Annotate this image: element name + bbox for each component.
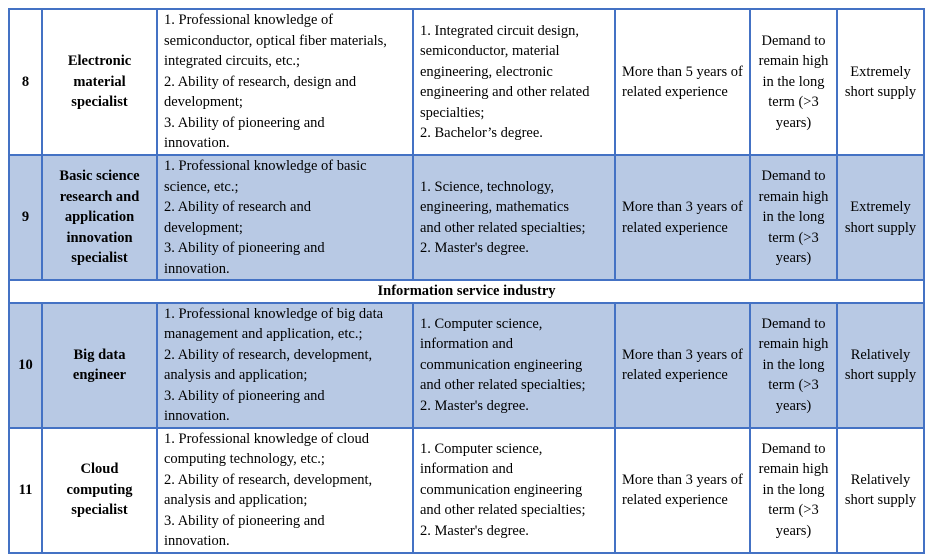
demand-outlook	[750, 9, 837, 155]
experience-requirement	[615, 9, 750, 155]
demand-outlook	[750, 303, 837, 428]
row-number	[9, 9, 42, 155]
table-row	[9, 428, 924, 553]
knowledge-requirements-line: innovation.	[164, 260, 230, 277]
experience-requirement-text: More than 5 years of related experience	[622, 63, 743, 100]
knowledge-requirements-line: innovation.	[164, 135, 230, 152]
position-name	[42, 303, 157, 428]
education-requirements-line: 1. Computer science,	[420, 440, 543, 457]
knowledge-requirements-line: 1. Professional knowledge of basic	[164, 158, 367, 174]
talent-demand-table	[8, 8, 925, 554]
experience-requirement-text: More than 3 years of related experience	[622, 199, 743, 236]
position-name	[42, 9, 157, 155]
table-row	[9, 9, 924, 155]
position-name	[42, 428, 157, 553]
section-header-row	[9, 280, 924, 303]
row-number-text: 10	[18, 356, 33, 373]
education-requirements-line: 2. Bachelor’s degree.	[420, 125, 543, 141]
demand-outlook-text: Demand to remain high in the long term (>3 years)	[758, 32, 829, 131]
position-name-text: Cloud computing specialist	[66, 461, 133, 519]
knowledge-requirements-line: 3. Ability of pioneering and	[164, 512, 325, 529]
knowledge-requirements-line: 1. Professional knowledge of big data	[164, 305, 384, 322]
knowledge-requirements-line: management and application, etc.;	[164, 326, 363, 342]
supply-status-text: Relatively short supply	[844, 346, 917, 383]
supply-status-text: Extremely short supply	[844, 199, 917, 236]
supply-status-text: Extremely short supply	[844, 63, 917, 100]
education-requirements-line: communication engineering	[420, 481, 583, 498]
education-requirements-line: engineering, mathematics	[420, 199, 569, 215]
knowledge-requirements-line: 2. Ability of research and	[164, 199, 311, 215]
knowledge-requirements-line: analysis and application;	[164, 492, 308, 508]
education-requirements-line: 2. Master's degree.	[420, 240, 529, 256]
education-requirements-line: 1. Science, technology,	[420, 178, 554, 195]
knowledge-requirements-line: science, etc.;	[164, 178, 239, 195]
row-number-text: 11	[18, 481, 33, 498]
position-name-text: Big data engineer	[72, 346, 127, 383]
knowledge-requirements-line: 2. Ability of research, development,	[164, 346, 373, 363]
knowledge-requirements-line: 3. Ability of pioneering and	[164, 387, 325, 404]
table-body	[9, 9, 924, 553]
supply-status	[837, 155, 924, 280]
knowledge-requirements-line: 2. Ability of research, design and	[164, 73, 357, 90]
demand-outlook	[750, 428, 837, 553]
knowledge-requirements-line: development;	[164, 219, 243, 236]
education-requirements-line: and other related specialties;	[420, 219, 586, 236]
knowledge-requirements	[157, 428, 413, 553]
supply-status	[837, 9, 924, 155]
experience-requirement	[615, 428, 750, 553]
supply-status	[837, 303, 924, 428]
education-requirements-line: specialties;	[420, 104, 485, 121]
knowledge-requirements-line: semiconductor, optical fiber materials,	[164, 32, 387, 49]
knowledge-requirements-line: 1. Professional knowledge of	[164, 12, 334, 29]
knowledge-requirements-line: 1. Professional knowledge of cloud	[164, 430, 369, 447]
knowledge-requirements-line: development;	[164, 94, 243, 111]
education-requirements	[413, 155, 615, 280]
knowledge-requirements	[157, 303, 413, 428]
table-row	[9, 155, 924, 280]
row-number	[9, 155, 42, 280]
education-requirements-line: 2. Master's degree.	[420, 522, 529, 539]
row-number-text: 8	[21, 73, 30, 90]
row-number	[9, 303, 42, 428]
experience-requirement	[615, 155, 750, 280]
knowledge-requirements-line: computing technology, etc.;	[164, 451, 325, 467]
education-requirements-line: 1. Computer science,	[420, 315, 543, 332]
position-name-text: Electronic material specialist	[67, 53, 132, 111]
education-requirements	[413, 9, 615, 155]
education-requirements-line: communication engineering	[420, 356, 583, 373]
knowledge-requirements-line: 2. Ability of research, development,	[164, 471, 373, 488]
demand-outlook-text: Demand to remain high in the long term (>3 years)	[758, 168, 829, 267]
knowledge-requirements-line: innovation.	[164, 408, 230, 424]
education-requirements-line: 2. Master's degree.	[420, 397, 529, 414]
knowledge-requirements-line: 3. Ability of pioneering and	[164, 114, 325, 131]
demand-outlook-text: Demand to remain high in the long term (>3 years)	[758, 315, 829, 414]
education-requirements	[413, 428, 615, 553]
supply-status	[837, 428, 924, 553]
supply-status-text: Relatively short supply	[844, 471, 917, 508]
row-number-text: 9	[21, 209, 30, 226]
education-requirements-line: semiconductor, material	[420, 43, 560, 59]
experience-requirement-text: More than 3 years of related experience	[622, 471, 743, 508]
demand-outlook	[750, 155, 837, 280]
demand-outlook-text: Demand to remain high in the long term (>3 years)	[758, 440, 829, 539]
education-requirements-line: information and	[420, 461, 514, 478]
knowledge-requirements	[157, 9, 413, 155]
knowledge-requirements	[157, 155, 413, 280]
experience-requirement	[615, 303, 750, 428]
knowledge-requirements-line: analysis and application;	[164, 367, 308, 383]
education-requirements-line: information and	[420, 336, 514, 353]
education-requirements-line: engineering, electronic	[420, 63, 553, 80]
knowledge-requirements-line: integrated circuits, etc.;	[164, 53, 301, 70]
section-title: Information service industry	[9, 280, 924, 303]
education-requirements-line: and other related specialties;	[420, 502, 586, 519]
education-requirements-line: engineering and other related	[420, 84, 590, 100]
row-number	[9, 428, 42, 553]
knowledge-requirements-line: 3. Ability of pioneering and	[164, 240, 325, 256]
education-requirements	[413, 303, 615, 428]
education-requirements-line: 1. Integrated circuit design,	[420, 22, 580, 39]
experience-requirement-text: More than 3 years of related experience	[622, 346, 743, 383]
position-name	[42, 155, 157, 280]
position-name-text: Basic science research and application innovation specialist	[59, 168, 140, 267]
table-row	[9, 303, 924, 428]
education-requirements-line: and other related specialties;	[420, 377, 586, 394]
knowledge-requirements-line: innovation.	[164, 533, 230, 549]
